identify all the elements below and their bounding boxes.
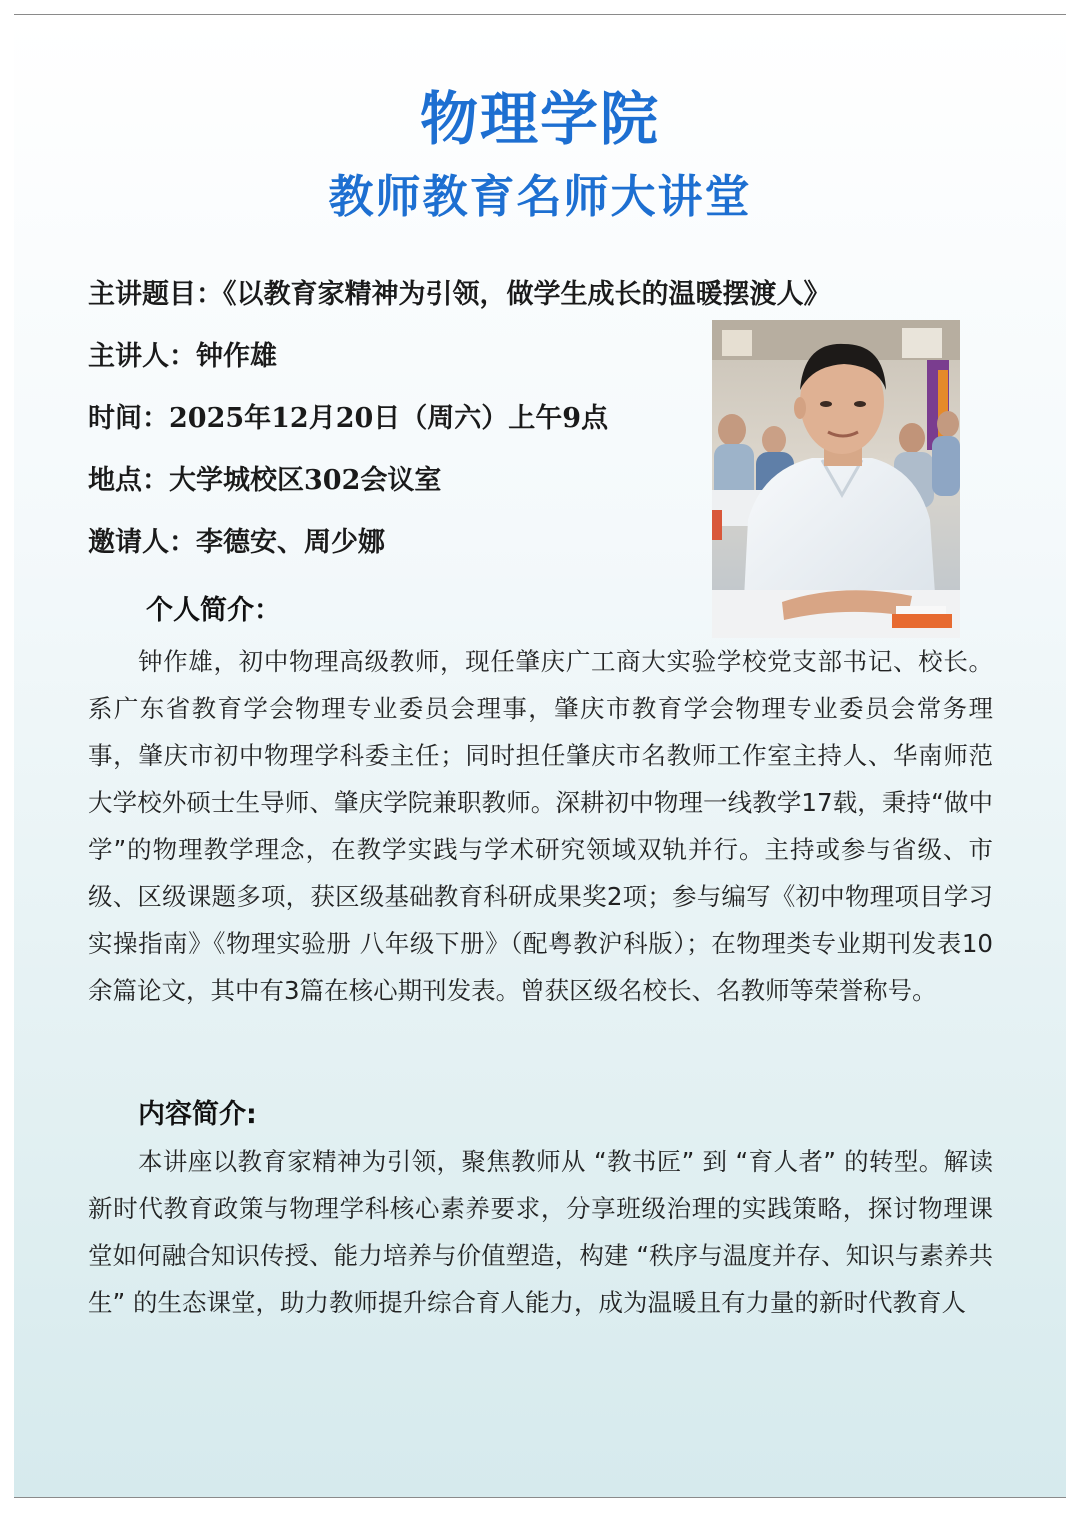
topic-label: 主讲题目： (88, 279, 223, 310)
page-subtitle: 教师教育名师大讲堂 (328, 170, 752, 223)
time-value: 2025年12月20日（周六）上午9点 (169, 403, 609, 434)
topic-value: 《以教育家精神为引领，做学生成长的温暖摆渡人》 (223, 279, 831, 310)
speaker-value: 钟作雄 (196, 341, 277, 372)
place-value: 大学城校区302会议室 (169, 465, 442, 496)
speaker-label: 主讲人： (88, 341, 196, 372)
bio-paragraph: 钟作雄，初中物理高级教师，现任肇庆广工商大实验学校党支部书记、校长。系广东省教育学会物理专业委员会理事，肇庆市教育学会物理专业委员会常务理事，肇庆市初中物理学科委主任；同时担任肇庆市名教师工作室主持人、华南师范大学校外硕士生导师、肇庆学院兼职教师。深耕初中物理一线教学17载，秉持“做中学”的物理教学理念，在教学实践与学术研究领域双轨并行。主持或参与省级、市级、区级课题多项，获区级基础教育科研成果奖2项；参与编写《初中物理项目学习实操指南》《物理实验册 八年级下册》（配粤教沪科版）；在物理类专业期刊发表10余篇论文，其中有3篇在核心期刊发表。曾获区级名校长、名教师等荣誉称号。 (88, 647, 993, 1005)
place-row (88, 458, 441, 497)
inviter-label: 邀请人： (88, 527, 196, 558)
inviter-value: 李德安、周少娜 (196, 527, 385, 558)
content-paragraph: 本讲座以教育家精神为引领，聚焦教师从 “教书匠” 到 “育人者” 的转型。解读新时代教育政策与物理学科核心素养要求，分享班级治理的实践策略，探讨物理课堂如何融合知识传授、能力培养与价值塑造，构建 “秩序与温度并存、知识与素养共生” 的生态课堂，助力教师提升综合育人能力，成为温暖且有力量的新时代教育人 (88, 1147, 993, 1317)
content-heading: 内容简介: (138, 1099, 257, 1130)
time-label: 时间： (88, 403, 169, 434)
page-title: 物理学院 (419, 85, 660, 153)
topic-row (88, 272, 831, 311)
speaker-photo (712, 320, 960, 638)
place-label: 地点： (88, 465, 169, 496)
time-row (88, 396, 608, 435)
speaker-row (88, 334, 277, 373)
bio-heading: 个人简介： (146, 595, 281, 626)
inviter-row (88, 520, 385, 559)
